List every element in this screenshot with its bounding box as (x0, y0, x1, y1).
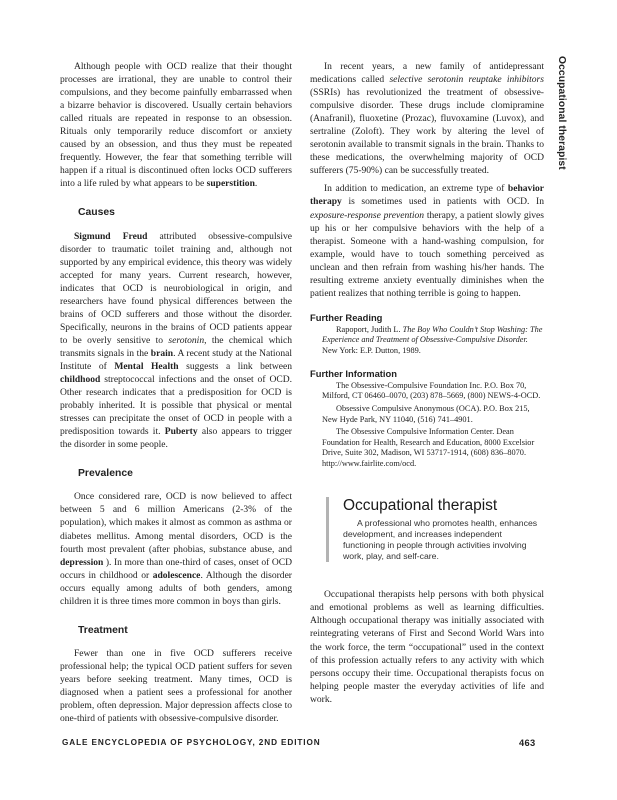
running-head (553, 56, 567, 286)
prevalence-paragraph: Once considered rare, OCD is now believed to affect between 5 and 6 million Americans (2-3% of the population), which makes it almost as common as asthma or diabetes mellitus. Among mental disorders, OCD is the fourth most prevalent (after phobias, substance abuse, and depression ). In more than one-third of cases, onset of OCD occurs in childhood or adolescence. Although the disorder occurs equally among adults of both genders, among children it is three times more common in boys than girls. (60, 491, 292, 607)
further-info-entry: The Obsessive-Compulsive Foundation Inc. P.O. Box 70, Milford, CT 06460–0070, (203) 878–5669, (800) NEWS-4-OCD. (322, 380, 541, 401)
prevalence-heading: Prevalence (78, 468, 133, 480)
further-info-entry: The Obsessive Compulsive Information Center. Dean Foundation for Health, Research and Education, 8000 Excelsior Drive, Suite 302, Madison, WI 53717-1914, (608) 836–8070. http://www.fairlite.com/ocd. (322, 427, 535, 468)
footer-publication: GALE ENCYCLOPEDIA OF PSYCHOLOGY, 2ND EDITION (62, 738, 321, 747)
further-info-entry: Obsessive Compulsive Anonymous (OCA). P.O. Box 215, New Hyde Park, NY 11040, (516) 741–4901. (322, 403, 530, 424)
link-superstition: superstition (206, 178, 255, 190)
treatment-paragraph: Fewer than one in five OCD sufferers receive professional help; the typical OCD patient suffers for seven years before seeking treatment. Many times, OCD is diagnosed when a patient sees a professional for another problem, often depression. Major depression affects close to one-third of patients with obsessive-compulsive disorder. (60, 647, 292, 725)
treatment-heading: Treatment (78, 624, 128, 636)
ssri-paragraph: In recent years, a new family of antidepressant medications called selective serotonin reuptake inhibitors (SSRIs) has revolutionized the treatment of obsessive-compulsive disorder. These drugs include clomipramine (Anafranil), fluoxetine (Prozac), fluvoxamine (Luvox), and sertraline (Zoloft). They work by altering the level of serotonin available to transmit signals in the brain. Thanks to these medications, the overwhelming majority of OCD sufferers (75-90%) can be successfully treated. (310, 61, 544, 177)
entry-title: Occupational therapist (343, 497, 498, 515)
further-info-heading: Further Information (310, 367, 397, 379)
causes-heading: Causes (78, 207, 115, 219)
right-column (310, 60, 544, 706)
further-reading-entry: Rapoport, Judith L. The Boy Who Couldn’t Stop Washing: The Experience and Treatment of Obsessive-Compulsive Disorder. New York: E.P. Dutton, 1989. (322, 324, 543, 356)
behavior-therapy-paragraph: In addition to medication, an extreme type of behavior therapy is sometimes used in patients with OCD. In exposure-response prevention therapy, a patient slowly gives up his or her compulsive behaviors with the help of a therapist. Someone with a hand-washing compulsion, for example, would have to touch something perceived as unclean and then refrain from washing his/her hands. The resulting extreme anxiety eventually diminishes when the patient realizes that nothing terrible is going to happen. (310, 183, 544, 299)
running-head-text: Occupational therapist (556, 56, 567, 170)
entry-header-box (326, 497, 544, 562)
entry-description: A professional who promotes health, enhances development, and increases independent functioning in people through activities involving work, play, and self-care. (343, 517, 538, 562)
causes-paragraph: Sigmund Freud attributed obsessive-compulsive disorder to traumatic toilet training and, although not supported by any empirical evidence, this theory was widely accepted for many years. Current research, however, indicates that OCD is neurobiological in origin, and researchers have found physical differences between the brains of OCD sufferers and those without the disorder. Specifically, neurons in the brains of OCD patients appear to be overly sensitive to serotonin, the chemical which transmits signals in the brain. A recent study at the National Institute of Mental Health suggests a link between childhood streptococcal infections and the onset of OCD. Other research indicates that a predisposition for OCD is probably inherited. It is possible that physical or mental stresses can precipitate the onset of OCD in people with a predisposition towards it. Puberty also appears to trigger the disorder in some people. (60, 230, 292, 451)
page-number: 463 (519, 738, 536, 748)
left-column (60, 60, 292, 725)
further-reading-heading: Further Reading (310, 311, 383, 323)
intro-paragraph: Although people with OCD realize that their thought processes are irrational, they are unable to control their compulsions, and they become painfully embarrassed when a bizarre behavior is discovered. Usually certain behaviors called rituals are repeated in response to an obsession. Rituals only temporarily reduce discomfort or anxiety caused by an obsession, and thus they must be repeated frequently. However, the fear that something terrible will happen if a ritual is discontinued often locks OCD sufferers into a life ruled by what appears to be superstition. (60, 61, 292, 190)
entry-paragraph: Occupational therapists help persons with both physical and emotional problems as well as learning difficulties. Although occupational therapy was initially associated with reintegrating veterans of First and Second World Wars into the work force, the term “occupational” used in the context of this profession actually refers to any activity with which persons occupy their time. Occupational therapists focus on helping people master the everyday activities of life and work. (310, 589, 544, 705)
